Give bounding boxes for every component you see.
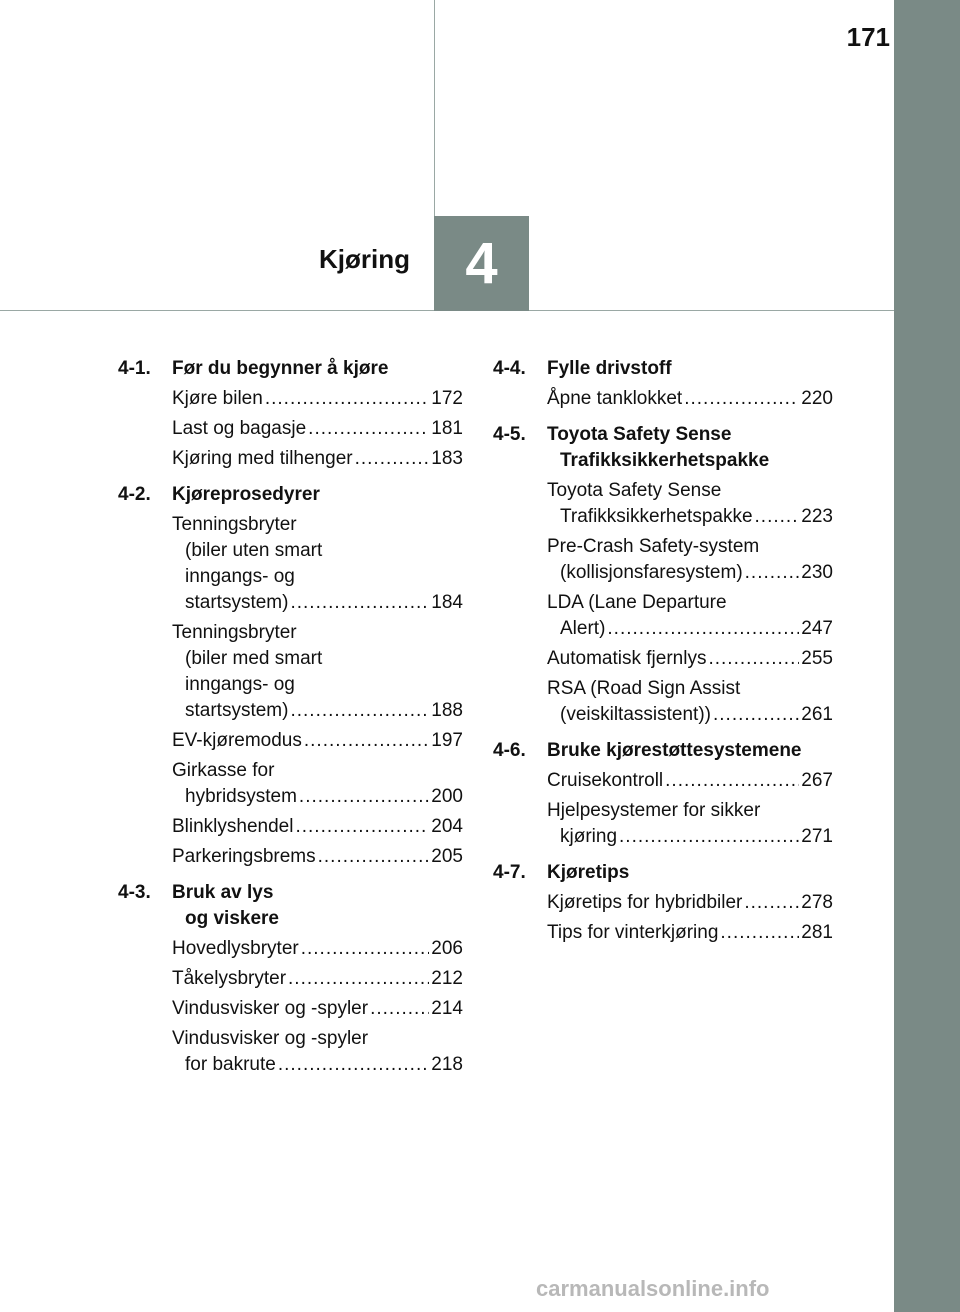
entry-text: inngangs- og [185,566,295,587]
entry-page-number: 212 [431,968,463,989]
entry-leader-row [172,784,463,810]
entry-text: Blinklyshendel [172,816,294,837]
entry-page-number: 271 [801,826,833,847]
entry-page-number: 214 [431,998,463,1019]
toc-entry[interactable] [172,844,463,870]
toc-entry[interactable] [547,386,833,412]
section-number: 4-5. [493,424,526,445]
section-title [172,356,463,382]
entry-page-number: 247 [801,618,833,639]
toc-entry[interactable] [547,534,833,586]
dot-leader [290,698,429,724]
toc-section [118,356,463,472]
dot-leader [755,504,800,530]
toc-entry[interactable] [172,446,463,472]
section-title-line: Kjøreprosedyrer [172,484,320,505]
section-title-line: Trafikksikkerhetspakke [560,450,770,471]
section-number: 4-1. [118,358,151,379]
chapter-title: Kjøring [319,244,410,274]
entry-text: Toyota Safety Sense [547,480,722,501]
toc-entry[interactable] [172,814,463,840]
entry-text: Tenningsbryter [172,514,297,535]
entry-text: kjøring [560,826,618,847]
toc-section [118,880,463,1078]
entry-leader-row [172,446,463,472]
entry-leader-row [547,702,833,728]
entry-leader-row [547,616,833,642]
entry-page-number: 267 [801,770,833,791]
entry-leader-row [547,386,833,412]
entry-leader-row [172,814,463,840]
chapter-number-box [434,216,529,311]
entry-text: Pre-Crash Safety-system [547,536,760,557]
entry-page-number: 281 [801,922,833,943]
entry-text: Tenningsbryter [172,622,297,643]
toc-entry[interactable] [172,728,463,754]
entry-text: Åpne tanklokket [547,388,683,409]
dot-leader [713,702,799,728]
toc-section [493,860,833,946]
section-number: 4-7. [493,862,526,883]
entry-text: Last og bagasje [172,418,307,439]
entry-text: Kjøretips for hybridbiler [547,892,743,913]
toc-column-right [493,356,833,956]
toc-section [118,482,463,870]
entry-page-number: 205 [431,846,463,867]
entry-page-number: 261 [801,704,833,725]
entry-text: Hjelpesystemer for sikker [547,800,761,821]
toc-entry[interactable] [547,920,833,946]
entry-page-number: 278 [801,892,833,913]
toc-section [493,356,833,412]
section-title-line: Før du begynner å kjøre [172,358,389,379]
toc-entry[interactable] [547,646,833,672]
section-title [547,422,833,474]
toc-section [493,422,833,728]
toc-entry[interactable] [547,768,833,794]
entry-text: startsystem) [185,592,289,613]
section-heading [493,860,833,886]
entry-leader-row [547,824,833,850]
entry-page-number: 172 [431,388,463,409]
entry-page-number: 230 [801,562,833,583]
toc-entry[interactable] [172,758,463,810]
dot-leader [370,996,429,1022]
toc-column-left [118,356,463,1088]
entry-leader-row [172,936,463,962]
entry-page-number: 200 [431,786,463,807]
entry-text: for bakrute [185,1054,276,1075]
entry-text: Parkeringsbrems [172,846,316,867]
entry-text: inngangs- og [185,674,295,695]
dot-leader [619,824,799,850]
entry-leader-row [172,386,463,412]
entry-page-number: 204 [431,816,463,837]
dot-leader [720,920,799,946]
toc-entry[interactable] [547,478,833,530]
toc-entry[interactable] [172,512,463,616]
toc-entry[interactable] [172,620,463,724]
entry-leader-row [172,844,463,870]
entry-text: Automatisk fjernlys [547,648,707,669]
entry-leader-row [172,728,463,754]
dot-leader [304,728,429,754]
entry-leader-row [547,768,833,794]
section-title-line: Toyota Safety Sense [547,424,732,445]
dot-leader [684,386,799,412]
toc-entry[interactable] [172,416,463,442]
dot-leader [744,890,799,916]
toc-entry[interactable] [172,996,463,1022]
toc-entry[interactable] [172,966,463,992]
entry-page-number: 197 [431,730,463,751]
dot-leader [290,590,429,616]
dot-leader [607,616,799,642]
section-heading [493,422,833,474]
dot-leader [265,386,429,412]
section-title-line: Kjøretips [547,862,630,883]
entry-text: Trafikksikkerhetspakke [560,506,753,527]
entry-text: startsystem) [185,700,289,721]
watermark: carmanualsonline.info [536,1276,770,1301]
chapter-side-tab [894,0,960,1312]
entry-leader-row [172,1052,463,1078]
dot-leader [355,446,430,472]
chapter-number: 4 [465,231,498,296]
entry-text: Kjøring med tilhenger [172,448,353,469]
toc-entry[interactable] [172,936,463,962]
entry-text: RSA (Road Sign Assist [547,678,741,699]
toc-entry[interactable] [172,386,463,412]
section-number: 4-4. [493,358,526,379]
section-number: 4-6. [493,740,526,761]
section-title-line: og viskere [185,908,279,929]
entry-leader-row [547,560,833,586]
entry-page-number: 206 [431,938,463,959]
entry-text: Cruisekontroll [547,770,664,791]
entry-text: Girkasse for [172,760,275,781]
entry-page-number: 181 [431,418,463,439]
section-title-line: Bruke kjørestøttesystemene [547,740,802,761]
toc-entry[interactable] [547,798,833,850]
entry-text: (kollisjonsfaresystem) [560,562,743,583]
toc-section [493,738,833,850]
entry-text: Kjøre bilen [172,388,263,409]
entry-page-number: 218 [431,1054,463,1075]
entry-text: EV-kjøremodus [172,730,302,751]
section-number: 4-3. [118,882,151,903]
entry-leader-row [547,646,833,672]
section-title [547,860,833,886]
entry-leader-row [172,996,463,1022]
toc-entry[interactable] [547,676,833,728]
entry-leader-row [547,504,833,530]
entry-text: Hovedlysbryter [172,938,299,959]
entry-text: Alert) [560,618,606,639]
dot-leader [318,844,430,870]
section-title-line: Bruk av lys [172,882,274,903]
dot-leader [299,784,429,810]
entry-page-number: 184 [431,592,463,613]
entry-text: hybridsystem [185,786,297,807]
entry-text: (biler uten smart [185,540,323,561]
dot-leader [278,1052,429,1078]
dot-leader [708,646,799,672]
section-title [547,356,833,382]
entry-text: (veiskiltassistent)) [560,704,711,725]
dot-leader [665,768,799,794]
section-title [547,738,833,764]
entry-page-number: 255 [801,648,833,669]
section-heading [493,356,833,382]
entry-text: Vindusvisker og -spyler [172,1028,369,1049]
entry-page-number: 220 [801,388,833,409]
entry-leader-row [172,698,463,724]
section-heading [493,738,833,764]
entry-leader-row [547,890,833,916]
dot-leader [745,560,800,586]
entry-leader-row [547,920,833,946]
entry-text: Vindusvisker og -spyler [172,998,369,1019]
entry-text: Tips for vinterkjøring [547,922,719,943]
entry-text: Tåkelysbryter [172,968,287,989]
entry-text: LDA (Lane Departure [547,592,727,613]
entry-page-number: 223 [801,506,833,527]
section-title-line: Fylle drivstoff [547,358,672,379]
entry-leader-row [172,590,463,616]
dot-leader [308,416,429,442]
section-heading [118,356,463,382]
entry-page-number: 183 [431,448,463,469]
page-number: 171 [846,22,890,52]
toc-entry[interactable] [547,590,833,642]
section-number: 4-2. [118,484,151,505]
entry-text: (biler med smart [185,648,323,669]
dot-leader [288,966,429,992]
dot-leader [295,814,429,840]
entry-leader-row [172,416,463,442]
section-title [172,482,463,508]
toc-entry[interactable] [172,1026,463,1078]
section-title [172,880,463,932]
dot-leader [301,936,430,962]
entry-page-number: 188 [431,700,463,721]
header-divider-vertical [434,0,435,216]
entry-leader-row [172,966,463,992]
toc-entry[interactable] [547,890,833,916]
section-heading [118,482,463,508]
section-heading [118,880,463,932]
